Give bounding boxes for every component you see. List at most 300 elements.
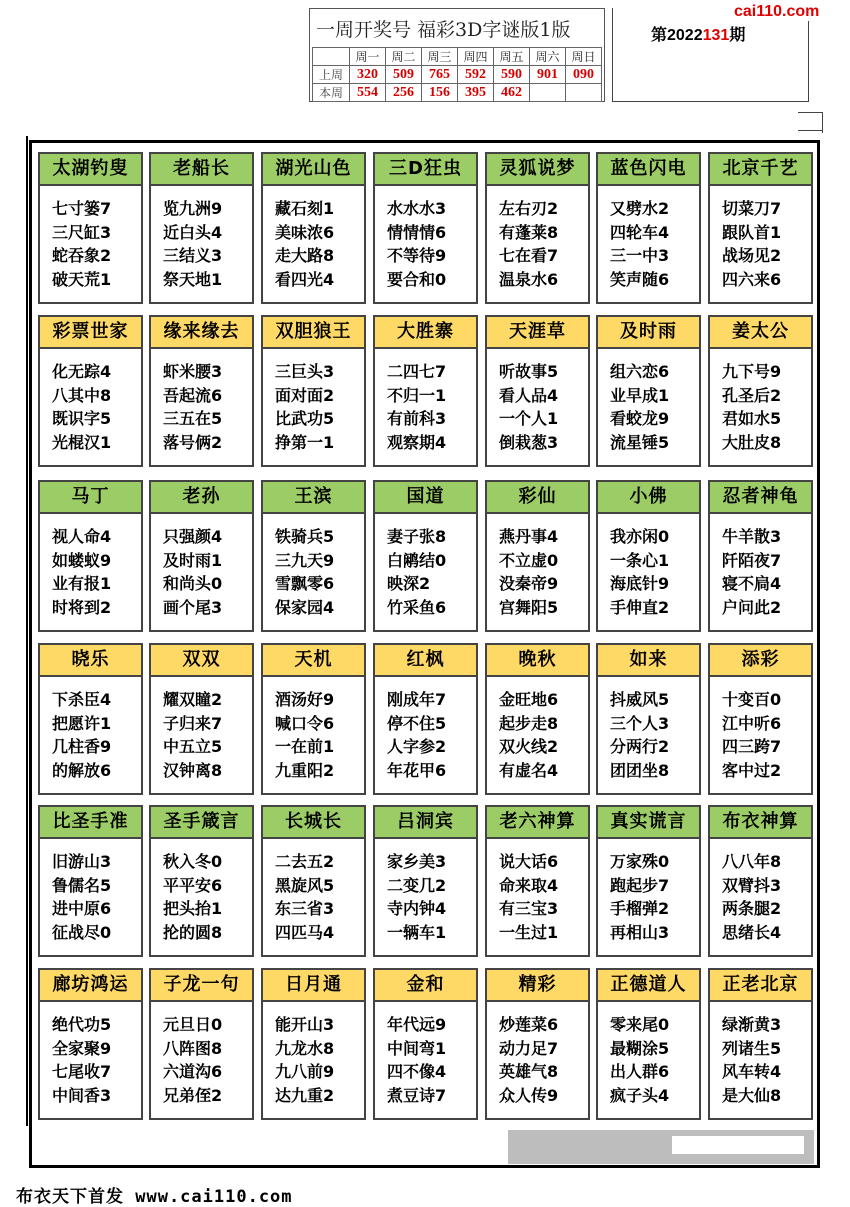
riddle-line: 三九天9 (275, 550, 335, 570)
riddle-line: 家乡美3 (387, 852, 447, 871)
riddle-card (149, 968, 254, 1120)
riddle-line: 看人品4 (499, 385, 559, 405)
riddle-line: 有虚名4 (499, 760, 559, 780)
riddle-card (373, 968, 478, 1120)
site-logo: cai110.com (734, 3, 820, 20)
card-title: 老六神算 (487, 807, 588, 839)
riddle-line: 一个人1 (499, 409, 559, 428)
riddle-line: 子归来7 (163, 713, 223, 733)
card-body (375, 677, 476, 782)
riddle-line: 全家聚9 (52, 1038, 112, 1058)
riddle-line: 破天荒1 (52, 269, 112, 289)
riddle-line: 六道沟6 (163, 1062, 223, 1081)
last-week-row (313, 66, 602, 84)
riddle-line: 再相山3 (610, 922, 670, 942)
riddle-line: 分两行2 (610, 737, 670, 756)
riddle-line: 金旺地6 (499, 690, 559, 709)
card-title: 姜太公 (710, 317, 811, 349)
riddle-line: 人字参2 (387, 737, 447, 756)
card-title: 三D狂虫 (375, 154, 476, 186)
corner-cell (313, 48, 350, 66)
card-body (40, 349, 141, 454)
riddle-line: 二去五2 (275, 852, 335, 871)
riddle-line: 出人群6 (610, 1062, 670, 1081)
card-title: 老孙 (151, 482, 252, 514)
this-week-label: 本周 (313, 84, 350, 102)
riddle-card (708, 968, 813, 1120)
issue-number-highlight: 131 (702, 27, 730, 44)
card-title: 廊坊鸿运 (40, 970, 141, 1002)
card-title: 太湖钓叟 (40, 154, 141, 186)
card-title: 蓝色闪电 (598, 154, 699, 186)
card-body (598, 186, 699, 291)
card-body (375, 1002, 476, 1107)
riddle-line: 时将到2 (52, 597, 112, 617)
riddle-line: 耀双瞳2 (163, 690, 223, 709)
result-number: 462 (494, 84, 530, 102)
riddle-line: 战场见2 (722, 246, 782, 265)
issue-prefix: 第2022 (651, 27, 703, 44)
issue-box (612, 8, 809, 102)
riddle-card (485, 152, 590, 304)
riddle-line: 业早成1 (610, 385, 670, 405)
riddle-line: 一生过1 (499, 922, 559, 942)
card-title: 忍者神龟 (710, 482, 811, 514)
riddle-card (373, 152, 478, 304)
riddle-line: 映深2 (387, 574, 431, 593)
riddle-line: 跟队首1 (722, 222, 782, 242)
riddle-line: 户问此2 (722, 597, 782, 617)
riddle-line: 三个人3 (610, 713, 670, 733)
riddle-line: 秋入冬0 (163, 852, 223, 871)
riddle-line: 酒汤好9 (275, 690, 335, 709)
card-body (598, 349, 699, 454)
riddle-line: 思绪长4 (722, 922, 782, 942)
riddle-line: 年代远9 (387, 1015, 447, 1034)
card-title: 正德道人 (598, 970, 699, 1002)
riddle-card (708, 643, 813, 795)
riddle-card (596, 805, 701, 957)
riddle-line: 不立虚0 (499, 550, 559, 570)
riddle-line: 流星锤5 (610, 432, 670, 452)
day-cell: 周一 (350, 48, 386, 66)
riddle-line: 能开山3 (275, 1015, 335, 1034)
riddle-line: 元旦日0 (163, 1015, 223, 1034)
card-body (263, 677, 364, 782)
riddle-line: 把头抬1 (163, 899, 223, 918)
result-number (566, 84, 602, 102)
days-row (313, 48, 602, 66)
riddle-line: 切菜刀7 (722, 199, 782, 218)
card-body (487, 349, 588, 454)
result-number: 156 (422, 84, 458, 102)
card-title: 如来 (598, 645, 699, 677)
riddle-line: 三尺缸3 (52, 222, 112, 242)
riddle-line: 不归一1 (387, 385, 447, 405)
riddle-line: 只强颜4 (163, 527, 223, 546)
riddle-line: 起步走8 (499, 713, 559, 733)
card-body (263, 839, 364, 944)
riddle-line: 黑旋风5 (275, 875, 335, 895)
riddle-line: 说大话6 (499, 852, 559, 871)
riddle-line: 既识字5 (52, 409, 112, 428)
riddle-line: 走大路8 (275, 246, 335, 265)
riddle-line: 览九洲9 (163, 199, 223, 218)
card-title: 添彩 (710, 645, 811, 677)
riddle-line: 孔圣后2 (722, 385, 782, 405)
card-title: 子龙一句 (151, 970, 252, 1002)
riddle-line: 君如水5 (722, 409, 782, 428)
result-number: 320 (350, 66, 386, 84)
riddle-line: 和尚头0 (163, 574, 223, 593)
riddle-line: 喊口令6 (275, 713, 335, 733)
card-body (598, 1002, 699, 1107)
riddle-line: 客中过2 (722, 760, 782, 780)
card-body (151, 514, 252, 619)
riddle-line: 刚成年7 (387, 690, 447, 709)
riddle-line: 三巨头3 (275, 362, 335, 381)
riddle-line: 有蓬莱8 (499, 222, 559, 242)
riddle-card (261, 968, 366, 1120)
riddle-line: 八其中8 (52, 385, 112, 405)
riddle-card (261, 805, 366, 957)
lottery-results-panel (309, 8, 605, 102)
riddle-line: 命来取4 (499, 875, 559, 895)
card-body (40, 677, 141, 782)
card-title: 国道 (375, 482, 476, 514)
corner-decoration-line (798, 130, 822, 131)
riddle-line: 众人传9 (499, 1085, 559, 1105)
riddle-line: 七尾收7 (52, 1062, 112, 1081)
riddle-line: 兄弟侄2 (163, 1085, 223, 1105)
riddle-line: 动力足7 (499, 1038, 559, 1058)
riddle-line: 进中原6 (52, 899, 112, 918)
riddle-card (485, 968, 590, 1120)
riddle-line: 旧游山3 (52, 852, 112, 871)
riddle-line: 把愿许1 (52, 713, 112, 733)
riddle-line: 又劈水2 (610, 199, 670, 218)
card-title: 北京千艺 (710, 154, 811, 186)
riddle-line: 跑起步7 (610, 875, 670, 895)
riddle-line: 我亦闲0 (610, 527, 670, 546)
riddle-line: 燕丹事4 (499, 527, 559, 546)
riddle-line: 双臂抖3 (722, 875, 782, 895)
riddle-line: 化无踪4 (52, 362, 112, 381)
card-body (151, 349, 252, 454)
card-title: 晓乐 (40, 645, 141, 677)
riddle-line: 业有报1 (52, 574, 112, 593)
card-body (375, 349, 476, 454)
riddle-line: 四不像4 (387, 1062, 447, 1081)
left-divider (26, 136, 28, 1126)
riddle-line: 一辆车1 (387, 922, 447, 942)
card-title: 湖光山色 (263, 154, 364, 186)
riddle-line: 比武功5 (275, 409, 335, 428)
card-title: 圣手箴言 (151, 807, 252, 839)
day-cell: 周六 (530, 48, 566, 66)
riddle-card (373, 805, 478, 957)
card-title: 金和 (375, 970, 476, 1002)
riddle-line: 情情情6 (387, 222, 447, 242)
card-title: 小佛 (598, 482, 699, 514)
card-body (710, 1002, 811, 1107)
riddle-line: 达九重2 (275, 1085, 335, 1105)
riddle-line: 抖威风5 (610, 690, 670, 709)
riddle-line: 二变几2 (387, 875, 447, 895)
card-body (263, 186, 364, 291)
riddle-line: 中间弯1 (387, 1038, 447, 1058)
riddle-line: 列诸生5 (722, 1038, 782, 1058)
riddle-card (261, 643, 366, 795)
card-body (710, 186, 811, 291)
riddle-line: 四匹马4 (275, 922, 335, 942)
riddle-line: 如蝼蚁9 (52, 550, 112, 570)
riddle-line: 江中听6 (722, 713, 782, 733)
last-week-label: 上周 (313, 66, 350, 84)
riddle-line: 中五立5 (163, 737, 223, 756)
riddle-card (373, 480, 478, 632)
card-body (40, 839, 141, 944)
riddle-card (596, 643, 701, 795)
day-cell: 周五 (494, 48, 530, 66)
riddle-line: 竹采鱼6 (387, 597, 447, 617)
riddle-card (485, 643, 590, 795)
riddle-line: 八阵图8 (163, 1038, 223, 1058)
card-body (487, 1002, 588, 1107)
card-title: 缘来缘去 (151, 317, 252, 349)
card-title: 双双 (151, 645, 252, 677)
riddle-line: 及时雨1 (163, 550, 223, 570)
riddle-line: 九重阳2 (275, 760, 335, 780)
panel-title: 一周开奖号 福彩3D字谜版1版 (316, 19, 571, 41)
riddle-line: 挣第一1 (275, 432, 335, 452)
riddle-card (708, 152, 813, 304)
card-body (710, 514, 811, 619)
riddle-line: 停不住5 (387, 713, 447, 733)
issue-number (651, 22, 745, 45)
result-number: 590 (494, 66, 530, 84)
riddle-line: 水水水3 (387, 199, 447, 218)
result-number: 901 (530, 66, 566, 84)
riddle-line: 一在前1 (275, 737, 335, 756)
card-title: 大胜寨 (375, 317, 476, 349)
card-body (40, 1002, 141, 1107)
card-title: 红枫 (375, 645, 476, 677)
riddle-line: 蛇吞象2 (52, 246, 112, 265)
card-body (263, 1002, 364, 1107)
riddle-line: 牛羊散3 (722, 527, 782, 546)
riddle-card (596, 315, 701, 467)
this-week-row (313, 84, 602, 102)
card-body (487, 514, 588, 619)
riddle-line: 团团坐8 (610, 760, 670, 780)
riddle-card (149, 643, 254, 795)
riddle-line: 九八前9 (275, 1062, 335, 1081)
riddle-line: 温泉水6 (499, 269, 559, 289)
riddle-card (261, 480, 366, 632)
riddle-line: 中间香3 (52, 1085, 112, 1105)
riddle-line: 看蛟龙9 (610, 409, 670, 428)
card-body (487, 839, 588, 944)
card-title: 灵狐说梦 (487, 154, 588, 186)
card-title: 双胆狼王 (263, 317, 364, 349)
riddle-line: 组六恋6 (610, 362, 670, 381)
result-number: 256 (386, 84, 422, 102)
riddle-line: 虾米腰3 (163, 362, 223, 381)
riddle-line: 雪飘零6 (275, 574, 335, 593)
card-body (710, 839, 811, 944)
riddle-line: 煮豆诗7 (387, 1085, 447, 1105)
riddle-line: 有三宝3 (499, 899, 559, 918)
riddle-card (373, 315, 478, 467)
riddle-line: 九龙水8 (275, 1038, 335, 1058)
riddle-line: 有前科3 (387, 409, 447, 428)
card-body (151, 839, 252, 944)
result-number: 395 (458, 84, 494, 102)
riddle-line: 七在看7 (499, 246, 559, 265)
riddle-card (149, 315, 254, 467)
riddle-line: 九下号9 (722, 362, 782, 381)
riddle-card (485, 480, 590, 632)
riddle-line: 最糊涂5 (610, 1038, 670, 1058)
result-number: 765 (422, 66, 458, 84)
riddle-line: 三结义3 (163, 246, 223, 265)
riddle-line: 看四光4 (275, 269, 335, 289)
card-title: 天机 (263, 645, 364, 677)
riddle-line: 风车转4 (722, 1062, 782, 1081)
footer-text: 布衣天下首发 www.cai110.com (16, 1187, 293, 1207)
riddle-card (38, 968, 143, 1120)
riddle-card (149, 805, 254, 957)
riddle-line: 鲁儒名5 (52, 875, 112, 895)
day-cell: 周二 (386, 48, 422, 66)
riddle-line: 不等待9 (387, 246, 447, 265)
card-title: 晚秋 (487, 645, 588, 677)
riddle-line: 万家殊0 (610, 852, 670, 871)
riddle-card (708, 805, 813, 957)
riddle-card (373, 643, 478, 795)
riddle-line: 七寸篓7 (52, 199, 112, 218)
riddle-card (261, 315, 366, 467)
card-title: 布衣神算 (710, 807, 811, 839)
card-body (375, 514, 476, 619)
riddle-card (596, 968, 701, 1120)
riddle-line: 宫舞阳5 (499, 597, 559, 617)
riddle-line: 面对面2 (275, 385, 335, 405)
day-cell: 周日 (566, 48, 602, 66)
card-body (710, 349, 811, 454)
card-body (487, 677, 588, 782)
riddle-line: 三五在5 (163, 409, 223, 428)
riddle-line: 要合和0 (387, 269, 447, 289)
riddle-line: 没秦帝9 (499, 574, 559, 593)
card-title: 马丁 (40, 482, 141, 514)
riddle-card (485, 805, 590, 957)
riddle-card (38, 643, 143, 795)
riddle-line: 美味浓6 (275, 222, 335, 242)
riddle-line: 是大仙8 (722, 1085, 782, 1105)
card-title: 吕洞宾 (375, 807, 476, 839)
riddle-line: 三一中3 (610, 246, 670, 265)
card-title: 比圣手准 (40, 807, 141, 839)
riddle-line: 征战尽0 (52, 922, 112, 942)
riddle-card (485, 315, 590, 467)
riddle-line: 吾起流6 (163, 385, 223, 405)
riddle-card (261, 152, 366, 304)
riddle-line: 平平安6 (163, 875, 223, 895)
riddle-line: 手榴弹2 (610, 899, 670, 918)
riddle-line: 八八年8 (722, 852, 782, 871)
riddle-card (38, 315, 143, 467)
riddle-line: 藏石刻1 (275, 199, 335, 218)
day-cell: 周四 (458, 48, 494, 66)
card-title: 正老北京 (710, 970, 811, 1002)
riddle-card (596, 152, 701, 304)
riddle-line: 海底针9 (610, 574, 670, 593)
card-title: 王滨 (263, 482, 364, 514)
card-body (263, 349, 364, 454)
card-body (710, 677, 811, 782)
riddle-line: 绝代功5 (52, 1015, 112, 1034)
card-title: 彩票世家 (40, 317, 141, 349)
riddle-line: 东三省3 (275, 899, 335, 918)
card-body (598, 677, 699, 782)
result-number (530, 84, 566, 102)
riddle-line: 双火线2 (499, 737, 559, 756)
riddle-line: 听故事5 (499, 362, 559, 381)
riddle-line: 落号俩2 (163, 432, 223, 452)
riddle-line: 二四七7 (387, 362, 447, 381)
card-title: 老船长 (151, 154, 252, 186)
card-body (487, 186, 588, 291)
riddle-card (38, 480, 143, 632)
riddle-line: 抡的圆8 (163, 922, 223, 942)
result-number: 592 (458, 66, 494, 84)
bottom-bar-inner (672, 1136, 804, 1154)
riddle-line: 十变百0 (722, 690, 782, 709)
card-title: 精彩 (487, 970, 588, 1002)
riddle-line: 四三跨7 (722, 737, 782, 756)
riddle-line: 倒栽葱3 (499, 432, 559, 452)
riddle-card (149, 152, 254, 304)
riddle-line: 妻子张8 (387, 527, 447, 546)
card-body (151, 186, 252, 291)
riddle-line: 绿渐黄3 (722, 1015, 782, 1034)
riddle-card (596, 480, 701, 632)
riddle-line: 下杀臣4 (52, 690, 112, 709)
riddle-card (149, 480, 254, 632)
riddle-line: 四轮车4 (610, 222, 670, 242)
day-cell: 周三 (422, 48, 458, 66)
riddle-line: 画个尾3 (163, 597, 223, 617)
riddle-card (38, 805, 143, 957)
riddle-line: 疯子头4 (610, 1085, 670, 1105)
riddle-line: 白鹇结0 (387, 550, 447, 570)
riddle-line: 年花甲6 (387, 760, 447, 780)
card-body (40, 514, 141, 619)
card-body (263, 514, 364, 619)
card-title: 日月通 (263, 970, 364, 1002)
card-body (151, 1002, 252, 1107)
riddle-line: 炒莲菜6 (499, 1015, 559, 1034)
riddle-line: 几柱香9 (52, 737, 112, 756)
riddle-line: 光棍汉1 (52, 432, 112, 452)
riddle-line: 近白头4 (163, 222, 223, 242)
issue-suffix: 期 (729, 27, 746, 44)
card-title: 及时雨 (598, 317, 699, 349)
riddle-line: 手伸直2 (610, 597, 670, 617)
results-grid (312, 47, 602, 102)
